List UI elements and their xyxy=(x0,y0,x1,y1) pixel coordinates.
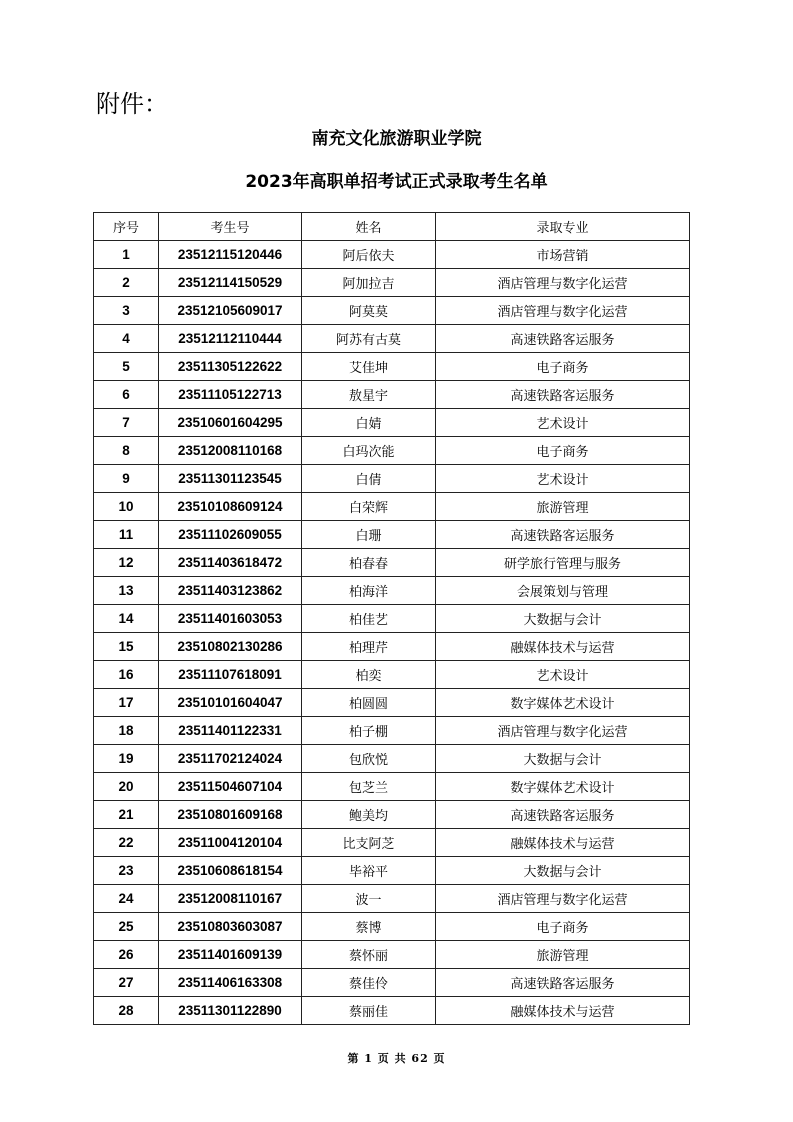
table-row xyxy=(94,325,690,353)
cell-name: 阿加拉吉 xyxy=(302,269,436,297)
cell-seq: 16 xyxy=(94,661,159,689)
cell-seq: 23 xyxy=(94,857,159,885)
document-subtitle: 2023年高职单招考试正式录取考生名单 xyxy=(245,172,548,192)
cell-major: 会展策划与管理 xyxy=(436,577,690,605)
cell-major: 电子商务 xyxy=(436,437,690,465)
cell-exam-id: 23511102609055 xyxy=(159,521,302,549)
cell-name: 柏海洋 xyxy=(302,577,436,605)
table-row xyxy=(94,941,690,969)
cell-name: 白荣辉 xyxy=(302,493,436,521)
table-row xyxy=(94,801,690,829)
admission-table xyxy=(93,212,690,1025)
cell-seq: 19 xyxy=(94,745,159,773)
cell-major: 研学旅行管理与服务 xyxy=(436,549,690,577)
cell-exam-id: 23511406163308 xyxy=(159,969,302,997)
cell-exam-id: 23511305122622 xyxy=(159,353,302,381)
cell-seq: 14 xyxy=(94,605,159,633)
cell-seq: 7 xyxy=(94,409,159,437)
table-row xyxy=(94,549,690,577)
cell-seq: 11 xyxy=(94,521,159,549)
cell-seq: 25 xyxy=(94,913,159,941)
table-row xyxy=(94,381,690,409)
cell-name: 比支阿芝 xyxy=(302,829,436,857)
cell-exam-id: 23511702124024 xyxy=(159,745,302,773)
cell-seq: 22 xyxy=(94,829,159,857)
cell-exam-id: 23511107618091 xyxy=(159,661,302,689)
cell-seq: 4 xyxy=(94,325,159,353)
cell-seq: 18 xyxy=(94,717,159,745)
document-title: 南充文化旅游职业学院 xyxy=(311,129,482,149)
cell-name: 包芝兰 xyxy=(302,773,436,801)
cell-name: 包欣悦 xyxy=(302,745,436,773)
cell-major: 电子商务 xyxy=(436,913,690,941)
table-row xyxy=(94,269,690,297)
page-footer: 第 1 页 共 62 页 xyxy=(347,1052,446,1065)
table-row xyxy=(94,773,690,801)
cell-name: 白倩 xyxy=(302,465,436,493)
cell-name: 蔡佳伶 xyxy=(302,969,436,997)
cell-seq: 26 xyxy=(94,941,159,969)
cell-name: 柏春春 xyxy=(302,549,436,577)
cell-name: 柏奕 xyxy=(302,661,436,689)
table-row xyxy=(94,437,690,465)
cell-name: 敖星宇 xyxy=(302,381,436,409)
cell-exam-id: 23512105609017 xyxy=(159,297,302,325)
table-row xyxy=(94,745,690,773)
cell-major: 数字媒体艺术设计 xyxy=(436,689,690,717)
cell-name: 白珊 xyxy=(302,521,436,549)
cell-name: 阿莫莫 xyxy=(302,297,436,325)
cell-seq: 28 xyxy=(94,997,159,1025)
cell-major: 高速铁路客运服务 xyxy=(436,381,690,409)
cell-name: 白婧 xyxy=(302,409,436,437)
cell-major: 艺术设计 xyxy=(436,409,690,437)
cell-seq: 9 xyxy=(94,465,159,493)
cell-exam-id: 23512008110168 xyxy=(159,437,302,465)
cell-exam-id: 23511403618472 xyxy=(159,549,302,577)
column-header-seq: 序号 xyxy=(94,213,159,241)
cell-seq: 15 xyxy=(94,633,159,661)
cell-name: 波一 xyxy=(302,885,436,913)
cell-exam-id: 23511105122713 xyxy=(159,381,302,409)
table-row xyxy=(94,717,690,745)
cell-seq: 8 xyxy=(94,437,159,465)
cell-exam-id: 23510803603087 xyxy=(159,913,302,941)
cell-seq: 5 xyxy=(94,353,159,381)
cell-seq: 10 xyxy=(94,493,159,521)
table-row xyxy=(94,885,690,913)
cell-exam-id: 23511004120104 xyxy=(159,829,302,857)
cell-exam-id: 23511504607104 xyxy=(159,773,302,801)
table-row xyxy=(94,521,690,549)
cell-exam-id: 23511301122890 xyxy=(159,997,302,1025)
table-row xyxy=(94,829,690,857)
cell-exam-id: 23510101604047 xyxy=(159,689,302,717)
cell-major: 艺术设计 xyxy=(436,661,690,689)
cell-seq: 3 xyxy=(94,297,159,325)
table-row xyxy=(94,633,690,661)
cell-exam-id: 23512114150529 xyxy=(159,269,302,297)
table-row xyxy=(94,661,690,689)
cell-major: 旅游管理 xyxy=(436,493,690,521)
cell-name: 阿苏有古莫 xyxy=(302,325,436,353)
table-row xyxy=(94,353,690,381)
cell-major: 高速铁路客运服务 xyxy=(436,969,690,997)
cell-name: 蔡怀丽 xyxy=(302,941,436,969)
cell-seq: 13 xyxy=(94,577,159,605)
cell-major: 酒店管理与数字化运营 xyxy=(436,269,690,297)
table-row xyxy=(94,689,690,717)
cell-major: 融媒体技术与运营 xyxy=(436,997,690,1025)
cell-seq: 17 xyxy=(94,689,159,717)
cell-major: 旅游管理 xyxy=(436,941,690,969)
cell-exam-id: 23510108609124 xyxy=(159,493,302,521)
cell-name: 阿后依夫 xyxy=(302,241,436,269)
cell-seq: 2 xyxy=(94,269,159,297)
cell-seq: 1 xyxy=(94,241,159,269)
cell-exam-id: 23511401609139 xyxy=(159,941,302,969)
cell-seq: 27 xyxy=(94,969,159,997)
cell-exam-id: 23512008110167 xyxy=(159,885,302,913)
cell-seq: 6 xyxy=(94,381,159,409)
cell-major: 酒店管理与数字化运营 xyxy=(436,885,690,913)
cell-major: 高速铁路客运服务 xyxy=(436,801,690,829)
cell-major: 高速铁路客运服务 xyxy=(436,325,690,353)
table-row xyxy=(94,297,690,325)
cell-major: 大数据与会计 xyxy=(436,605,690,633)
cell-exam-id: 23510801609168 xyxy=(159,801,302,829)
cell-name: 毕裕平 xyxy=(302,857,436,885)
cell-name: 柏圆圆 xyxy=(302,689,436,717)
attachment-label: 附件： xyxy=(96,90,168,118)
column-header-exam-id: 考生号 xyxy=(159,213,302,241)
cell-seq: 12 xyxy=(94,549,159,577)
cell-name: 蔡丽佳 xyxy=(302,997,436,1025)
cell-major: 大数据与会计 xyxy=(436,857,690,885)
table-row xyxy=(94,969,690,997)
cell-major: 酒店管理与数字化运营 xyxy=(436,717,690,745)
cell-major: 大数据与会计 xyxy=(436,745,690,773)
table-row xyxy=(94,913,690,941)
cell-name: 柏佳艺 xyxy=(302,605,436,633)
cell-major: 市场营销 xyxy=(436,241,690,269)
cell-major: 酒店管理与数字化运营 xyxy=(436,297,690,325)
cell-name: 柏理芹 xyxy=(302,633,436,661)
table-row xyxy=(94,577,690,605)
cell-exam-id: 23510802130286 xyxy=(159,633,302,661)
table-row xyxy=(94,241,690,269)
cell-major: 数字媒体艺术设计 xyxy=(436,773,690,801)
cell-exam-id: 23511301123545 xyxy=(159,465,302,493)
table-row xyxy=(94,493,690,521)
cell-name: 蔡博 xyxy=(302,913,436,941)
cell-seq: 24 xyxy=(94,885,159,913)
table-row xyxy=(94,465,690,493)
table-header-row xyxy=(94,213,690,241)
table-row xyxy=(94,605,690,633)
cell-major: 艺术设计 xyxy=(436,465,690,493)
cell-name: 柏子棚 xyxy=(302,717,436,745)
cell-major: 融媒体技术与运营 xyxy=(436,829,690,857)
cell-exam-id: 23511401603053 xyxy=(159,605,302,633)
cell-exam-id: 23512115120446 xyxy=(159,241,302,269)
cell-exam-id: 23511401122331 xyxy=(159,717,302,745)
cell-exam-id: 23510608618154 xyxy=(159,857,302,885)
column-header-name: 姓名 xyxy=(302,213,436,241)
cell-exam-id: 23512112110444 xyxy=(159,325,302,353)
cell-name: 艾佳坤 xyxy=(302,353,436,381)
column-header-major: 录取专业 xyxy=(436,213,690,241)
cell-major: 融媒体技术与运营 xyxy=(436,633,690,661)
cell-name: 鲍美均 xyxy=(302,801,436,829)
cell-name: 白玛次能 xyxy=(302,437,436,465)
cell-exam-id: 23510601604295 xyxy=(159,409,302,437)
cell-major: 电子商务 xyxy=(436,353,690,381)
cell-seq: 21 xyxy=(94,801,159,829)
cell-exam-id: 23511403123862 xyxy=(159,577,302,605)
table-row xyxy=(94,857,690,885)
table-row xyxy=(94,997,690,1025)
cell-seq: 20 xyxy=(94,773,159,801)
cell-major: 高速铁路客运服务 xyxy=(436,521,690,549)
table-row xyxy=(94,409,690,437)
